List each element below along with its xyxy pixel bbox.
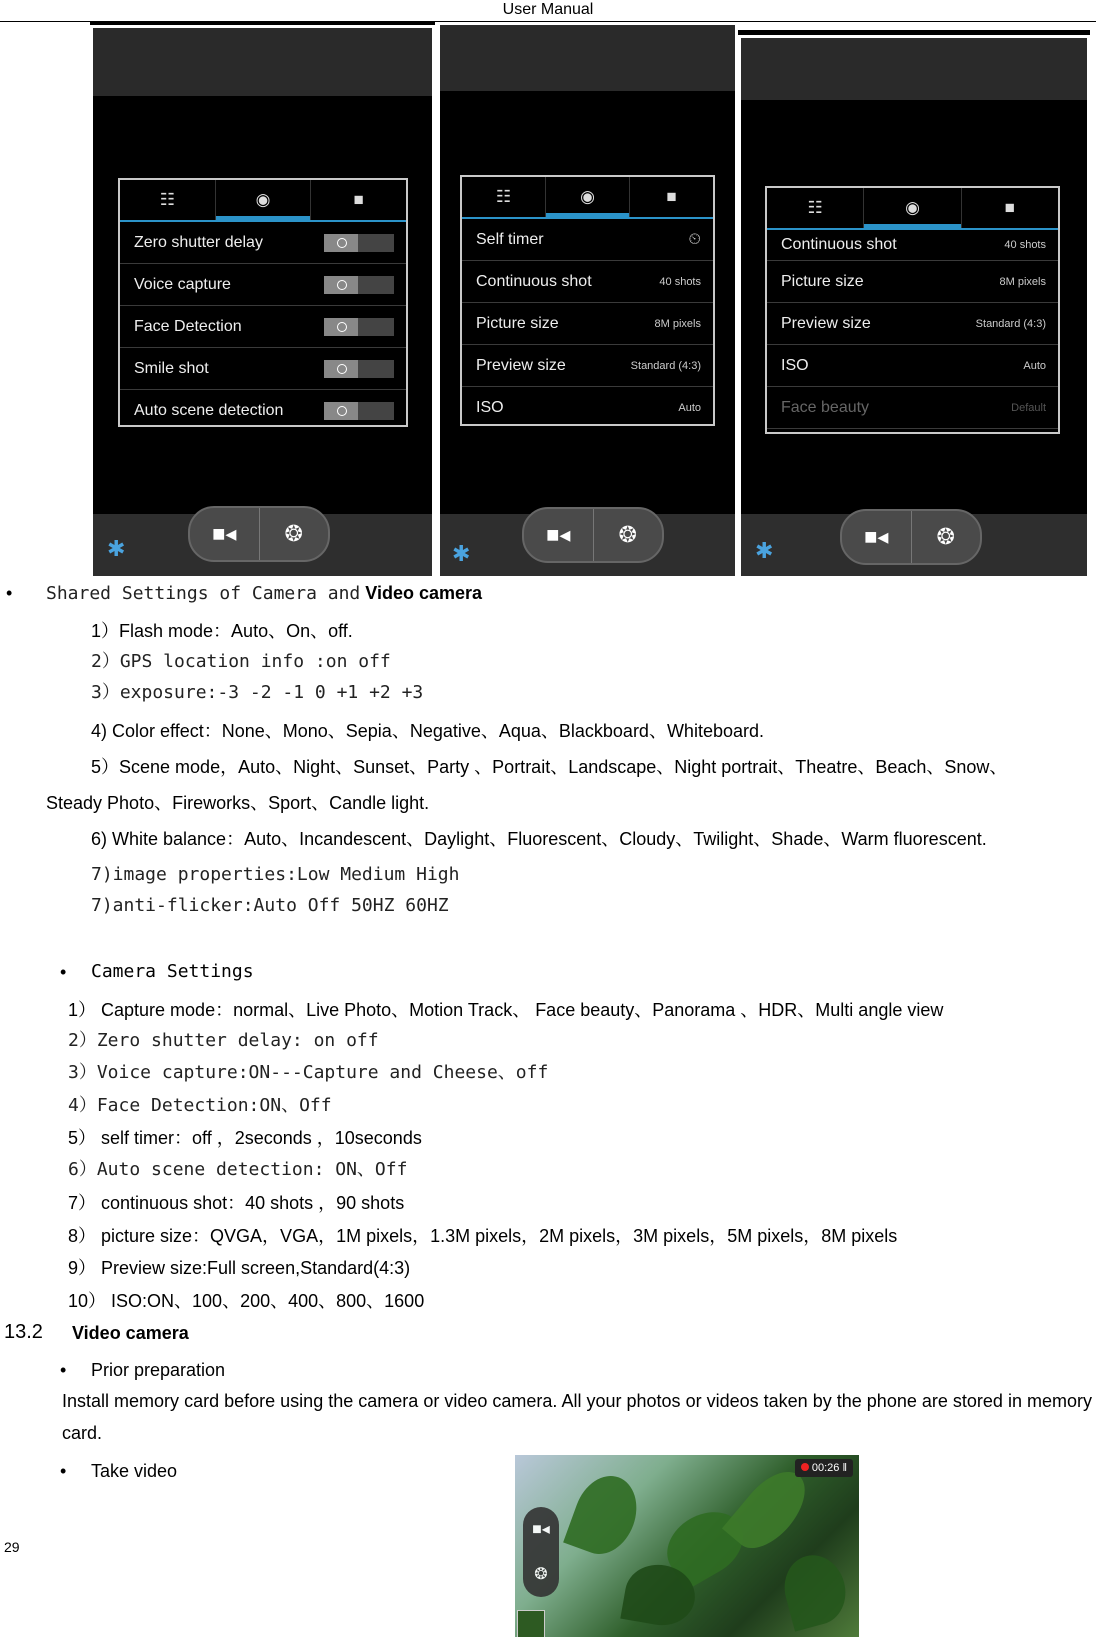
setting-label: Preview size: [781, 314, 871, 332]
frame-rule-right: [738, 30, 1090, 35]
record-dot-icon: [801, 1463, 809, 1471]
tab-camera-settings[interactable]: [215, 180, 311, 220]
toggle-switch[interactable]: [324, 318, 394, 336]
video-icon: ■: [1004, 198, 1015, 217]
settings-tabs: [462, 177, 713, 219]
setting-label: Preview size: [476, 356, 566, 374]
shutter-button[interactable]: ❂: [911, 511, 981, 563]
setting-label: Continuous shot: [476, 272, 592, 290]
bullet-dot: •: [60, 1461, 67, 1481]
camera-screenshot-right: [741, 38, 1087, 576]
leaf-decoration: [777, 1548, 853, 1631]
setting-label: Picture size: [781, 272, 864, 290]
setting-value: Default: [1011, 401, 1046, 414]
setting-label: ISO: [781, 356, 809, 374]
header-title: User Manual: [502, 1, 594, 18]
camera-item: 7） continuous shot：40 shots ，90 shots: [68, 1193, 405, 1213]
setting-row[interactable]: [462, 261, 713, 303]
setting-label: Smile shot: [134, 359, 209, 377]
settings-tabs: [120, 180, 406, 222]
page-number: 29: [4, 1539, 20, 1555]
shared-item: 6) White balance：Auto、Incandescent、Daylight、Fluorescent、Cloudy、Twilight、Shade、Warm fluorescent.: [91, 829, 987, 849]
setting-row[interactable]: [462, 303, 713, 345]
camera-icon: ◉: [905, 198, 920, 217]
settings-panel: [118, 178, 408, 427]
settings-tabs: [767, 188, 1058, 230]
setting-label: Face Detection: [134, 317, 242, 335]
status-bar: [440, 25, 735, 91]
shared-item: 3）exposure:-3 -2 -1 0 +1 +2 +3: [91, 682, 424, 703]
setting-value: 40 shots: [1004, 239, 1046, 251]
setting-label: ISO: [476, 398, 504, 416]
leaf-decoration: [563, 1467, 647, 1563]
tab-camera-settings[interactable]: [863, 188, 960, 228]
gear-icon[interactable]: ✱: [107, 536, 126, 561]
shared-settings-heading: Shared Settings of Camera and Video camera: [46, 583, 483, 604]
camera-icon: ◉: [580, 187, 595, 206]
frame-rule-left: [90, 22, 435, 25]
capture-controls: [188, 506, 330, 562]
capture-controls: [840, 509, 982, 565]
camera-screenshot-middle: [440, 25, 735, 576]
setting-label: Face beauty: [781, 398, 870, 416]
status-bar: [741, 38, 1087, 100]
bullet-dot: •: [6, 583, 13, 603]
tab-video-settings[interactable]: [629, 177, 713, 217]
setting-value: Auto: [1023, 359, 1046, 372]
section-title: Video camera: [72, 1323, 189, 1343]
setting-value: Auto: [678, 401, 701, 414]
setting-row[interactable]: [462, 219, 713, 261]
setting-label: Voice capture: [134, 275, 231, 293]
camera-item: 9） Preview size:Full screen,Standard(4:3): [68, 1258, 411, 1278]
setting-row[interactable]: [120, 264, 406, 306]
setting-label: Zero shutter delay: [134, 233, 263, 251]
setting-row[interactable]: [120, 222, 406, 264]
setting-row[interactable]: [120, 306, 406, 348]
capture-controls: [522, 507, 664, 563]
toggle-switch[interactable]: [324, 234, 394, 252]
camera-item: 1） Capture mode：normal、Live Photo、Motion Track、 Face beauty、Panorama 、HDR、Multi angle view: [68, 1000, 944, 1020]
camera-item: 6）Auto scene detection: ON、Off: [68, 1159, 408, 1180]
recording-timer: 00:26 ‖: [795, 1459, 853, 1477]
setting-label: Auto scene detection: [134, 401, 284, 419]
settings-panel: [765, 186, 1060, 434]
video-record-button[interactable]: ■◂: [532, 1521, 550, 1538]
camera-item: 3）Voice capture:ON---Capture and Cheese、off: [68, 1062, 549, 1083]
video-record-button[interactable]: ■◂: [212, 521, 237, 546]
setting-row[interactable]: [120, 348, 406, 390]
setting-row[interactable]: [767, 303, 1058, 345]
setting-label: Picture size: [476, 314, 559, 332]
shared-item: Steady Photo、Fireworks、Sport、Candle light.: [46, 793, 430, 813]
camera-item: 8） picture size：QVGA，VGA，1M pixels，1.3M pixels，2M pixels，3M pixels，5M pixels，8M pixels: [68, 1226, 898, 1246]
video-controls: [523, 1507, 559, 1597]
setting-label: Self timer: [476, 230, 544, 248]
gear-icon[interactable]: ✱: [755, 538, 774, 563]
tab-video-settings[interactable]: [961, 188, 1058, 228]
settings-panel: [460, 175, 715, 426]
shutter-button[interactable]: ❂: [593, 509, 663, 561]
status-bar: [93, 28, 432, 96]
shared-item: 5）Scene mode，Auto、Night、Sunset、Party 、Portrait、Landscape、Night portrait、Theatre、Beach、Snow、: [91, 757, 1008, 777]
camera-icon: ◉: [255, 190, 271, 209]
sliders-icon: ☷: [807, 198, 823, 217]
tab-general-settings[interactable]: [120, 180, 215, 220]
tab-camera-settings[interactable]: [545, 177, 629, 217]
tab-general-settings[interactable]: [767, 188, 863, 228]
bullet-dot: •: [60, 1360, 67, 1380]
camera-item: 2）Zero shutter delay: on off: [68, 1030, 379, 1051]
camera-screenshot-left: [93, 28, 432, 576]
camera-item: 5） self timer：off ，2seconds ，10seconds: [68, 1128, 422, 1148]
shared-item: 2）GPS location info :on off: [91, 651, 391, 672]
setting-value: 40 shots: [659, 275, 701, 288]
setting-row[interactable]: [462, 387, 713, 426]
shutter-button[interactable]: ❂: [534, 1566, 548, 1583]
setting-row[interactable]: [462, 345, 713, 387]
toggle-switch[interactable]: [324, 360, 394, 378]
setting-value: Standard (4:3): [975, 317, 1046, 330]
thumbnail-preview[interactable]: [517, 1610, 545, 1637]
video-icon: ■: [666, 187, 677, 206]
toggle-switch[interactable]: [324, 276, 394, 294]
camera-item: 4）Face Detection:ON、Off: [68, 1095, 332, 1116]
pause-icon[interactable]: ‖: [842, 1462, 847, 1474]
timer-icon: ⏲: [688, 230, 701, 248]
setting-value: Standard (4:3): [630, 359, 701, 372]
setting-row-disabled: [767, 387, 1058, 429]
video-record-button[interactable]: ■◂: [864, 524, 889, 549]
tab-video-settings[interactable]: [310, 180, 406, 220]
tab-general-settings[interactable]: [462, 177, 545, 217]
camera-settings-heading: Camera Settings: [91, 961, 254, 982]
setting-label: Continuous shot: [781, 236, 897, 253]
setting-row[interactable]: [120, 390, 406, 427]
gear-icon[interactable]: ✱: [452, 541, 471, 566]
shared-item: 4) Color effect：None、Mono、Sepia、Negative、Aqua、Blackboard、Whiteboard.: [91, 721, 764, 741]
setting-row[interactable]: [767, 230, 1058, 261]
sliders-icon: ☷: [495, 187, 512, 206]
toggle-switch[interactable]: [324, 402, 394, 420]
video-recording-screenshot: [515, 1455, 859, 1637]
bullet-dot: •: [60, 962, 67, 982]
section-number: 13.2: [4, 1321, 43, 1343]
setting-row[interactable]: [767, 261, 1058, 303]
shutter-button[interactable]: ❂: [259, 508, 329, 560]
shared-item: 1）Flash mode：Auto、On、off.: [91, 621, 353, 641]
shared-item: 7)anti-flicker:Auto Off 50HZ 60HZ: [91, 895, 449, 916]
shared-item: 7)image properties:Low Medium High: [91, 864, 460, 885]
prior-preparation-text: Install memory card before using the camera or video camera. All your photos or videos taken by the phone are stored in memory card.: [62, 1391, 1092, 1443]
camera-item: 10） ISO:ON、100、200、400、800、1600: [68, 1291, 425, 1311]
setting-value: 8M pixels: [999, 275, 1046, 288]
video-record-button[interactable]: ■◂: [546, 522, 571, 547]
sliders-icon: ☷: [159, 190, 175, 209]
prior-preparation-heading: Prior preparation: [91, 1360, 226, 1380]
setting-row[interactable]: [767, 345, 1058, 387]
setting-value: 8M pixels: [654, 317, 701, 330]
video-icon: ■: [353, 190, 364, 209]
take-video-heading: Take video: [91, 1461, 178, 1481]
